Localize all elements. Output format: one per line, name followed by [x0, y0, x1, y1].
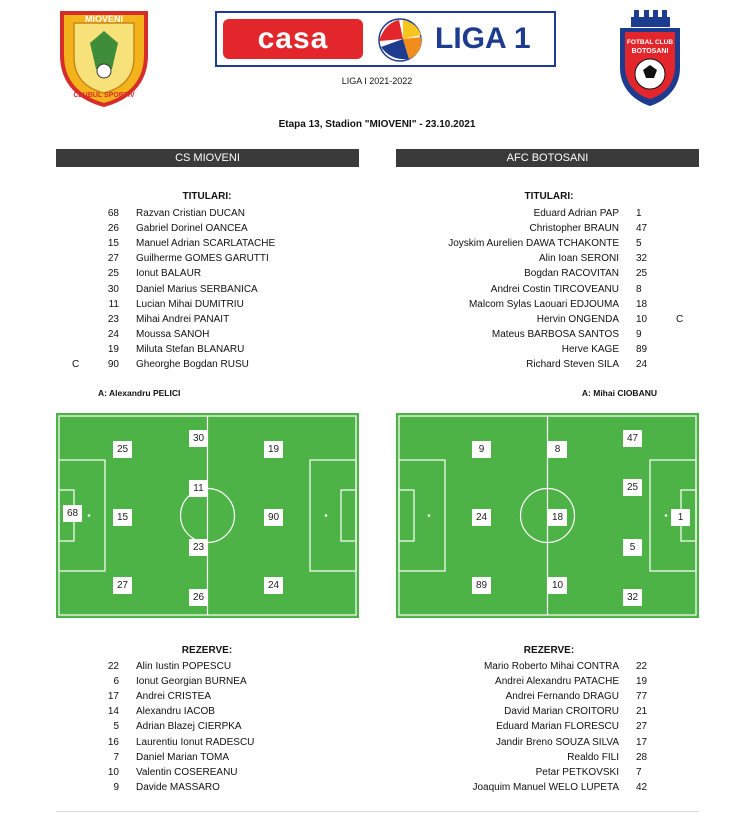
player-row	[0, 312, 754, 327]
casa-sponsor-logo: casa	[223, 19, 363, 59]
player-row	[0, 236, 754, 251]
player-number: 28	[636, 751, 648, 763]
player-name: Petar PETKOVSKI	[535, 766, 619, 778]
player-row	[0, 765, 754, 780]
player-name: Eduard Adrian PAP	[533, 208, 619, 219]
player-name: Andrei CRISTEA	[136, 691, 212, 703]
player-row	[0, 735, 754, 750]
player-row	[0, 674, 754, 689]
home-coach: A: Alexandru PELICI	[98, 388, 181, 398]
player-number: 18	[636, 298, 648, 310]
captain-mark: C	[676, 313, 684, 325]
player-position-badge: 23	[189, 539, 208, 556]
liga1-logo-text: LIGA 1	[435, 22, 531, 55]
player-position-badge: 47	[623, 430, 642, 447]
player-name: Ionut BALAUR	[136, 268, 202, 280]
player-number: 68	[107, 208, 119, 219]
crest-top-text: MIOVENI	[84, 14, 124, 24]
player-number: 5	[113, 721, 119, 733]
player-name: Realdo FILI	[567, 751, 619, 763]
crest-bottom-text: BOTOSANI	[631, 48, 669, 55]
player-position-badge: 11	[189, 480, 208, 497]
player-name: Joaquim Manuel WELO LUPETA	[472, 781, 619, 793]
player-name: Mario Roberto Mihai CONTRA	[483, 661, 619, 672]
player-name: David Marian CROITORU	[504, 706, 619, 718]
ball-icon	[369, 17, 431, 63]
home-team-bar: CS MIOVENI	[56, 149, 359, 167]
player-number: 15	[107, 238, 119, 250]
player-name: Lucian Mihai DUMITRIU	[136, 298, 244, 310]
crest-top-text: FOTBAL CLUB	[626, 39, 674, 46]
player-name: Hervin ONGENDA	[536, 313, 619, 325]
player-name: Jandir Breno SOUZA SILVA	[495, 736, 619, 748]
player-number: 23	[107, 313, 119, 325]
player-number: 19	[636, 676, 648, 688]
player-name: Gheorghe Bogdan RUSU	[136, 359, 249, 370]
player-name: Alin Iustin POPESCU	[136, 661, 232, 672]
home-starters-title: TITULARI:	[182, 191, 232, 202]
player-number: 47	[636, 223, 648, 235]
player-position-badge: 5	[623, 539, 642, 556]
player-name: Miluta Stefan BLANARU	[136, 343, 245, 355]
player-number: 17	[107, 691, 119, 703]
player-position-badge: 24	[264, 577, 283, 594]
player-row	[0, 689, 754, 704]
player-name: Alexandru IACOB	[136, 706, 215, 718]
player-name: Adrian Blazej CIERPKA	[136, 721, 242, 733]
player-name: Gabriel Dorinel OANCEA	[136, 223, 248, 235]
player-number: 8	[636, 283, 642, 295]
player-position-badge: 19	[264, 441, 283, 458]
player-name: Richard Steven SILA	[526, 359, 619, 370]
player-name: Andrei Alexandru PATACHE	[495, 676, 619, 688]
player-row	[0, 221, 754, 236]
away-subs-title: REZERVE:	[523, 645, 575, 656]
player-number: 6	[113, 676, 119, 688]
away-team-bar: AFC BOTOSANI	[396, 149, 699, 167]
player-name: Ionut Georgian BURNEA	[136, 676, 247, 688]
player-number: 32	[636, 253, 648, 265]
player-row	[0, 251, 754, 266]
player-name: Herve KAGE	[561, 343, 619, 355]
player-name: Andrei Costin TIRCOVEANU	[490, 283, 619, 295]
player-position-badge: 8	[548, 441, 567, 458]
player-name: Malcom Sylas Laouari EDJOUMA	[468, 298, 619, 310]
away-starters-title: TITULARI:	[524, 191, 574, 202]
player-row	[0, 750, 754, 765]
fc-botosani-crest-icon	[617, 8, 683, 108]
captain-mark: C	[72, 359, 80, 370]
player-number: 10	[636, 313, 648, 325]
player-name: Guilherme GOMES GARUTTI	[136, 253, 269, 265]
player-position-badge: 27	[113, 577, 132, 594]
season-label: LIGA I 2021-2022	[341, 76, 413, 86]
player-position-badge: 18	[548, 509, 567, 526]
player-position-badge: 32	[623, 589, 642, 606]
player-name: Daniel Marius SERBANICA	[136, 283, 258, 295]
player-row	[0, 342, 754, 357]
player-row	[0, 266, 754, 281]
player-number: 7	[636, 766, 642, 778]
player-number: 42	[636, 781, 648, 793]
player-number: 16	[107, 736, 119, 748]
match-info: Etapa 13, Stadion "MIOVENI" - 23.10.2021	[278, 119, 476, 130]
player-number: 27	[636, 721, 648, 733]
player-name: Andrei Fernando DRAGU	[505, 691, 619, 703]
home-subs-title: REZERVE:	[181, 645, 233, 656]
away-coach: A: Mihai CIOBANU	[581, 388, 657, 398]
player-position-badge: 25	[113, 441, 132, 458]
player-name: Mihai Andrei PANAIT	[136, 313, 230, 325]
player-row	[0, 206, 754, 221]
player-number: 11	[108, 298, 119, 310]
player-number: 5	[636, 238, 642, 250]
player-number: 9	[636, 328, 642, 340]
player-name: Laurentiu Ionut RADESCU	[136, 736, 255, 748]
player-number: 30	[107, 283, 119, 295]
player-name: Mateus BARBOSA SANTOS	[491, 328, 619, 340]
player-number: 24	[107, 328, 119, 340]
player-number: 25	[107, 268, 119, 280]
player-name: Daniel Marian TOMA	[136, 751, 229, 763]
player-name: Eduard Marian FLORESCU	[496, 721, 619, 733]
player-position-badge: 25	[623, 479, 642, 496]
player-number: 14	[107, 706, 119, 718]
player-row	[0, 659, 754, 674]
player-name: Razvan Cristian DUCAN	[136, 208, 245, 219]
player-number: 25	[636, 268, 648, 280]
player-position-badge: 89	[472, 577, 491, 594]
player-row	[0, 282, 754, 297]
player-number: 89	[636, 343, 648, 355]
player-name: Christopher BRAUN	[529, 223, 619, 235]
player-position-badge: 30	[189, 430, 208, 447]
player-number: 22	[636, 661, 648, 672]
player-row	[0, 327, 754, 342]
player-name: Manuel Adrian SCARLATACHE	[136, 238, 276, 250]
player-position-badge: 1	[671, 509, 690, 526]
player-number: 1	[636, 208, 642, 219]
cs-mioveni-crest-icon	[56, 9, 152, 107]
player-number: 26	[107, 223, 119, 235]
player-number: 22	[107, 661, 119, 672]
crest-bottom-text: CLUBUL SPORTIV	[73, 92, 135, 99]
player-name: Alin Ioan SERONI	[538, 253, 619, 265]
player-row	[0, 780, 754, 795]
player-row	[0, 357, 754, 372]
player-position-badge: 10	[548, 577, 567, 594]
player-position-badge: 15	[113, 509, 132, 526]
footer-divider	[56, 811, 699, 812]
player-name: Bogdan RACOVITAN	[524, 268, 619, 280]
league-logo	[215, 11, 556, 67]
player-name: Joyskim Aurelien DAWA TCHAKONTE	[448, 238, 619, 250]
player-position-badge: 90	[264, 509, 283, 526]
player-row	[0, 719, 754, 734]
player-number: 21	[636, 706, 648, 718]
player-number: 24	[636, 359, 648, 370]
player-name: Davide MASSARO	[136, 781, 220, 793]
player-number: 77	[636, 691, 648, 703]
player-number: 10	[107, 766, 119, 778]
player-position-badge: 9	[472, 441, 491, 458]
player-number: 27	[107, 253, 119, 265]
player-number: 9	[113, 781, 119, 793]
player-name: Valentin COSEREANU	[136, 766, 238, 778]
player-row	[0, 297, 754, 312]
player-position-badge: 68	[63, 505, 82, 522]
player-row	[0, 704, 754, 719]
player-name: Moussa SANOH	[136, 328, 210, 340]
player-number: 7	[113, 751, 119, 763]
player-position-badge: 26	[189, 589, 208, 606]
player-number: 17	[636, 736, 648, 748]
player-number: 19	[107, 343, 119, 355]
player-position-badge: 24	[472, 509, 491, 526]
player-number: 90	[107, 359, 119, 370]
